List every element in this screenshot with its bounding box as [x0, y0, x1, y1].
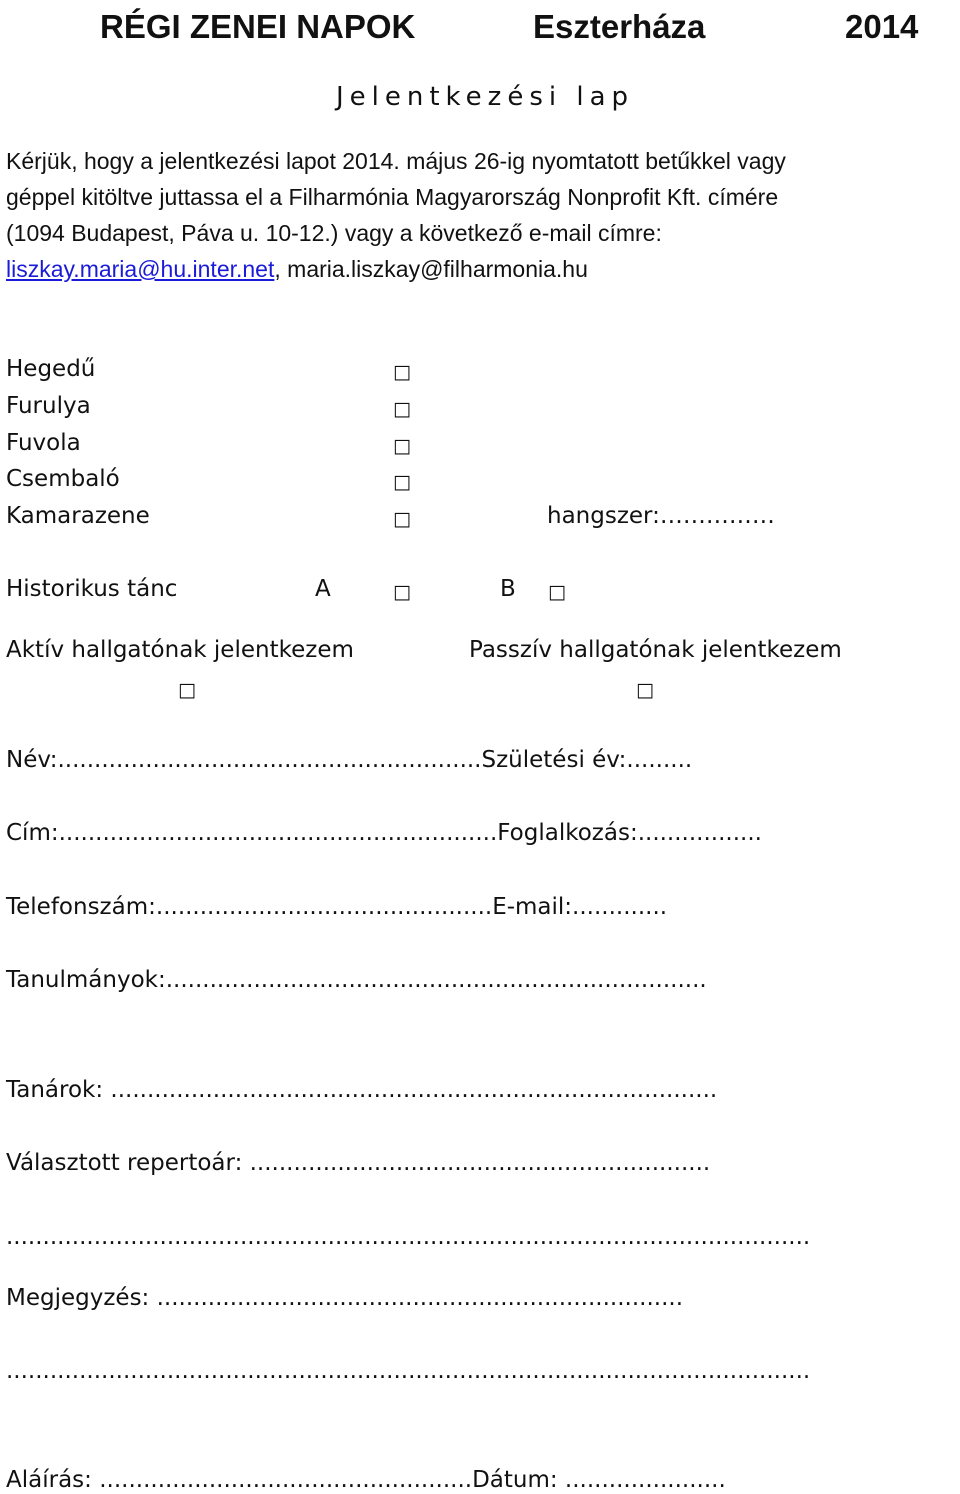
festival-year: 2014 — [845, 8, 919, 45]
passive-listener-label: Passzív hallgatónak jelentkezem — [469, 637, 842, 663]
notes-field[interactable]: Megjegyzés: ........................................................................ — [6, 1285, 684, 1311]
phone-email-field[interactable]: Telefonszám:..............................................E-mail:............. — [6, 894, 668, 920]
instrument-label-flute: Fuvola — [6, 430, 81, 456]
teachers-field[interactable]: Tanárok: ................................................................................... — [6, 1077, 718, 1103]
chamber-checkbox[interactable]: □ — [393, 508, 411, 530]
signature-date-field[interactable]: Aláírás: ...................................................Dátum: ...................... — [6, 1467, 726, 1493]
dance-a-checkbox[interactable]: □ — [393, 581, 411, 603]
email-link-primary[interactable]: liszkay.maria@hu.inter.net — [6, 256, 275, 282]
instrument-label-chamber: Kamarazene — [6, 503, 150, 529]
name-birthyear-field[interactable]: Név:..........................................................Születési év:......... — [6, 747, 693, 773]
repertoire-field[interactable]: Választott repertoár: ............................................................... — [6, 1150, 711, 1176]
festival-title: RÉGI ZENEI NAPOK — [100, 8, 416, 45]
instrument-label-recorder: Furulya — [6, 393, 91, 419]
studies-field[interactable]: Tanulmányok:.......................................................................... — [6, 967, 707, 993]
form-subtitle: Jelentkezési lap — [336, 82, 635, 112]
recorder-checkbox[interactable]: □ — [393, 398, 411, 420]
active-listener-checkbox[interactable]: □ — [178, 679, 196, 701]
instrument-label-harpsichord: Csembaló — [6, 466, 120, 492]
festival-place: Eszterháza — [533, 8, 706, 45]
violin-checkbox[interactable]: □ — [393, 361, 411, 383]
email-separator: , — [274, 256, 288, 282]
instrument-label-violin: Hegedű — [6, 356, 96, 382]
notes-continuation[interactable]: .............................................................................................................. — [6, 1358, 811, 1384]
dance-option-a-label: A — [315, 576, 331, 602]
intro-line-3: (1094 Budapest, Páva u. 10-12.) vagy a következő e-mail címre: — [6, 220, 662, 246]
intro-paragraph — [6, 143, 786, 287]
repertoire-continuation[interactable]: .............................................................................................................. — [6, 1224, 811, 1250]
passive-listener-checkbox[interactable]: □ — [636, 679, 654, 701]
intro-line-4 — [6, 251, 786, 287]
chamber-instrument-field[interactable]: hangszer:…………… — [547, 503, 775, 529]
flute-checkbox[interactable]: □ — [393, 435, 411, 457]
harpsichord-checkbox[interactable]: □ — [393, 471, 411, 493]
active-listener-label: Aktív hallgatónak jelentkezem — [6, 637, 354, 663]
intro-line-1: Kérjük, hogy a jelentkezési lapot 2014. május 26-ig nyomtatott betűkkel vagy — [6, 148, 786, 174]
intro-line-2: géppel kitöltve juttassa el a Filharmónia Magyarország Nonprofit Kft. címére — [6, 184, 779, 210]
address-occupation-field[interactable]: Cím:............................................................Foglalkozás:................. — [6, 820, 762, 846]
email-secondary: maria.liszkay@filharmonia.hu — [287, 256, 588, 282]
dance-option-b-label: B — [500, 576, 516, 602]
dance-label: Historikus tánc — [6, 576, 178, 602]
dance-b-checkbox[interactable]: □ — [548, 581, 566, 603]
